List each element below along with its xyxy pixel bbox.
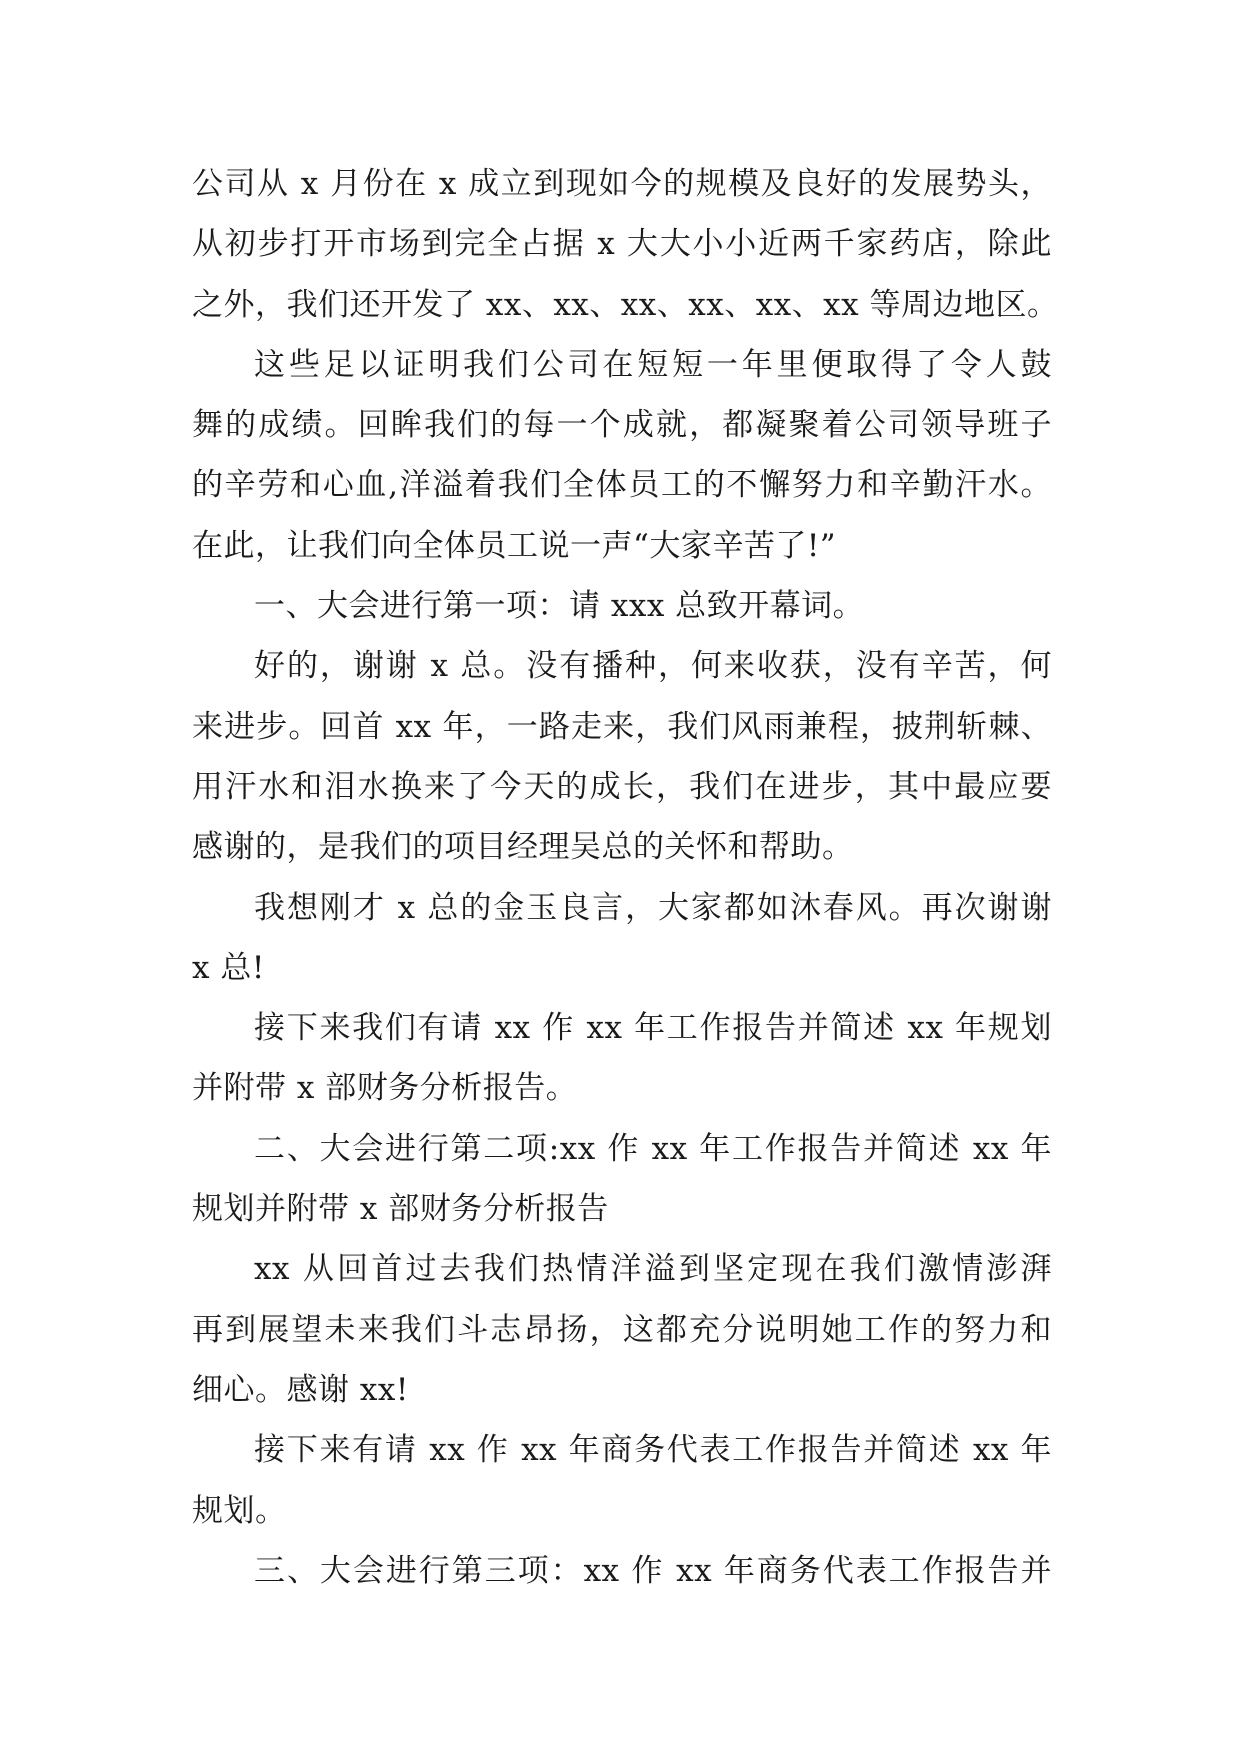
text-line: 细心。感谢 xx! bbox=[192, 1371, 409, 1408]
text-line: 并附带 x 部财务分析报告。 bbox=[192, 1070, 578, 1107]
text-line: 规划并附带 x 部财务分析报告 bbox=[192, 1191, 609, 1228]
text-line: 的辛劳和心血,洋溢着我们全体员工的不懈努力和辛勤汗水。 bbox=[192, 467, 1052, 504]
text-line: 接下来我们有请 xx 作 xx 年工作报告并简述 xx 年规划 bbox=[254, 1010, 1052, 1047]
text-line: 用汗水和泪水换来了今天的成长，我们在进步，其中最应要 bbox=[192, 768, 1052, 805]
text-line: 再到展望未来我们斗志昂扬，这都充分说明她工作的努力和 bbox=[192, 1311, 1052, 1348]
text-line: 接下来有请 xx 作 xx 年商务代表工作报告并简述 xx 年 bbox=[254, 1432, 1052, 1469]
text-line: 舞的成绩。回眸我们的每一个成就，都凝聚着公司领导班子 bbox=[192, 407, 1052, 444]
document-body bbox=[192, 154, 1059, 1601]
text-line: 我想刚才 x 总的金玉良言，大家都如沐春风。再次谢谢 bbox=[254, 889, 1052, 926]
text-line: xx 从回首过去我们热情洋溢到坚定现在我们激情澎湃 bbox=[254, 1251, 1052, 1288]
text-line: 好的，谢谢 x 总。没有播种，何来收获，没有辛苦，何 bbox=[254, 648, 1052, 685]
text-line: 感谢的，是我们的项目经理吴总的关怀和帮助。 bbox=[192, 829, 854, 866]
text-line: 二、大会进行第二项:xx 作 xx 年工作报告并简述 xx 年 bbox=[254, 1130, 1052, 1167]
text-line: 公司从 x 月份在 x 成立到现如今的规模及良好的发展势头， bbox=[192, 166, 1052, 202]
text-line: 之外，我们还开发了 xx、xx、xx、xx、xx、xx 等周边地区。 bbox=[192, 286, 1059, 323]
text-line: 来进步。回首 xx 年，一路走来，我们风雨兼程，披荆斩棘、 bbox=[192, 708, 1052, 745]
text-line: x 总! bbox=[192, 949, 265, 986]
text-line: 从初步打开市场到完全占据 x 大大小小近两千家药店，除此 bbox=[192, 226, 1052, 263]
text-line: 在此，让我们向全体员工说一声“大家辛苦了!” bbox=[192, 527, 837, 564]
text-line: 三、大会进行第三项：xx 作 xx 年商务代表工作报告并 bbox=[254, 1552, 1052, 1589]
text-line: 规划。 bbox=[192, 1492, 287, 1529]
text-line: 这些足以证明我们公司在短短一年里便取得了令人鼓 bbox=[254, 346, 1052, 383]
text-line: 一、大会进行第一项：请 xxx 总致开幕词。 bbox=[254, 588, 865, 625]
